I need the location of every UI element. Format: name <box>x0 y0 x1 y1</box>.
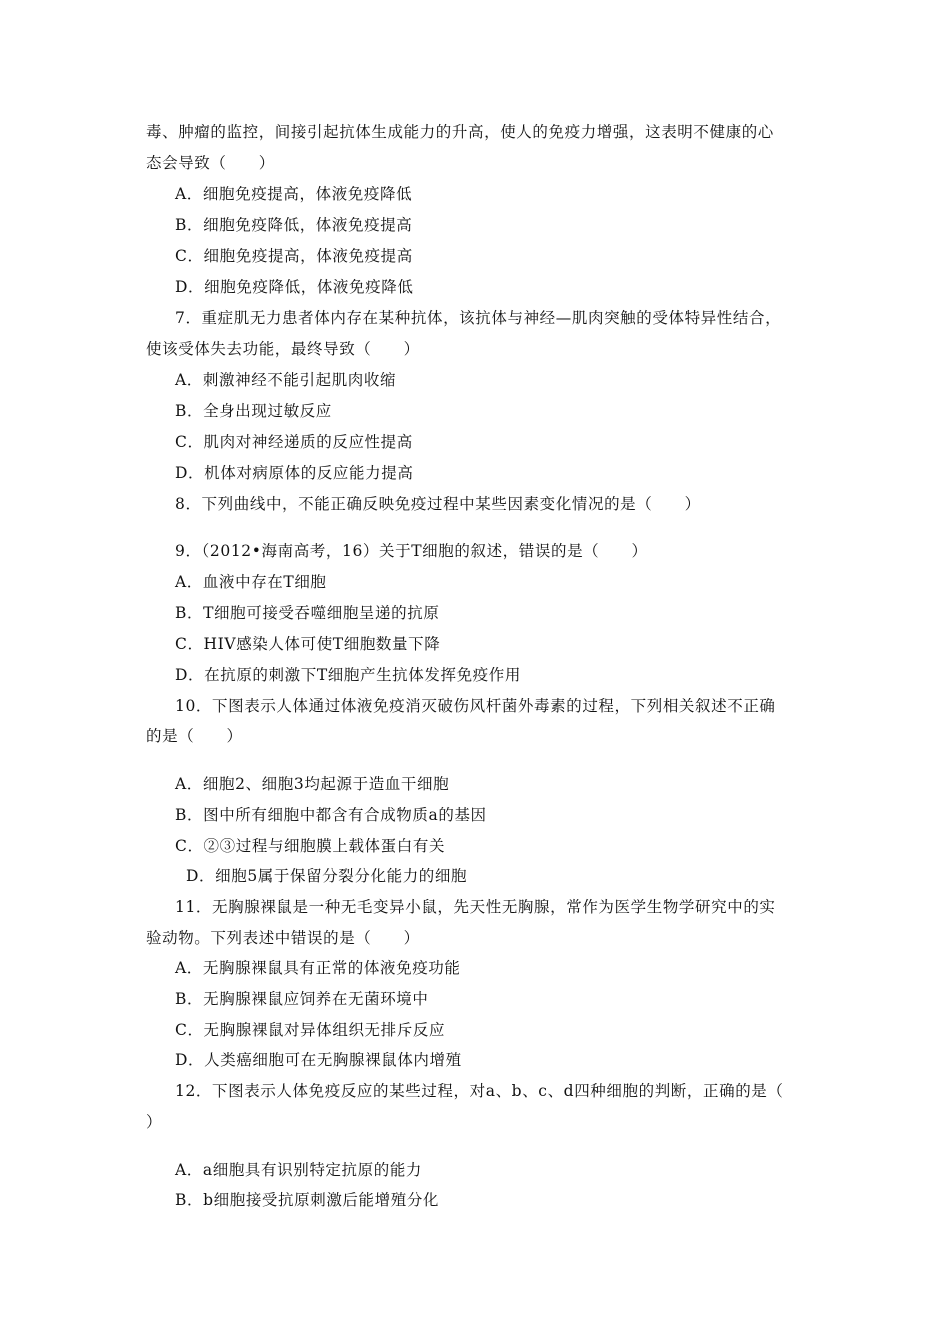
question-12-option-a: A．a细胞具有识别特定抗原的能力 <box>175 1161 423 1179</box>
question-7-option-a: A．刺激神经不能引起肌肉收缩 <box>175 371 397 389</box>
question-12-stem-line-2: ） <box>146 1113 163 1131</box>
question-12-stem-line-1: 12．下图表示人体免疫反应的某些过程，对a、b、c、d四种细胞的判断，正确的是（ <box>175 1082 784 1100</box>
question-11-option-d: D．人类癌细胞可在无胸腺裸鼠体内增殖 <box>175 1051 462 1069</box>
question-11-option-a: A．无胸腺裸鼠具有正常的体液免疫功能 <box>175 959 461 977</box>
question-7-option-c: C．肌肉对神经递质的反应性提高 <box>175 433 413 451</box>
question-11-stem-line-2: 验动物。下列表述中错误的是（ ） <box>146 929 420 947</box>
question-7-option-d: D．机体对病原体的反应能力提高 <box>175 464 414 482</box>
question-10-option-c: C．②③过程与细胞膜上载体蛋白有关 <box>175 837 446 855</box>
question-7-stem-line-1: 7．重症肌无力患者体内存在某种抗体，该抗体与神经—肌肉突触的受体特异性结合， <box>175 309 782 327</box>
question-10-option-b: B．图中所有细胞中都含有合成物质a的基因 <box>175 806 487 824</box>
question-6-stem-line-2: 态会导致（ ） <box>146 154 275 172</box>
question-11-stem-line-1: 11．无胸腺裸鼠是一种无毛变异小鼠，先天性无胸腺，常作为医学生物学研究中的实 <box>175 898 776 916</box>
question-11-option-c: C．无胸腺裸鼠对异体组织无排斥反应 <box>175 1021 446 1039</box>
question-10-stem-line-2: 的是（ ） <box>146 727 243 745</box>
question-6-option-a: A．细胞免疫提高，体液免疫降低 <box>175 185 413 203</box>
question-6-stem-line-1: 毒、肿瘤的监控，间接引起抗体生成能力的升高，使人的免疫力增强，这表明不健康的心 <box>146 123 774 141</box>
question-10-option-d: D．细胞5属于保留分裂分化能力的细胞 <box>186 867 468 885</box>
question-6-option-b: B．细胞免疫降低，体液免疫提高 <box>175 216 413 234</box>
question-11-option-b: B．无胸腺裸鼠应饲养在无菌环境中 <box>175 990 429 1008</box>
question-9-option-a: A．血液中存在T细胞 <box>175 573 327 591</box>
question-9-option-c: C．HIV感染人体可使T细胞数量下降 <box>175 635 441 653</box>
question-9-stem: 9．（2012•海南高考，16）关于T细胞的叙述，错误的是（ ） <box>175 542 648 560</box>
question-6-option-c: C．细胞免疫提高，体液免疫提高 <box>175 247 413 265</box>
question-9-option-d: D．在抗原的刺激下T细胞产生抗体发挥免疫作用 <box>175 666 521 684</box>
question-12-option-b: B．b细胞接受抗原刺激后能增殖分化 <box>175 1191 440 1209</box>
question-9-option-b: B．T细胞可接受吞噬细胞呈递的抗原 <box>175 604 440 622</box>
question-8-stem: 8．下列曲线中，不能正确反映免疫过程中某些因素变化情况的是（ ） <box>175 495 701 513</box>
question-6-option-d: D．细胞免疫降低，体液免疫降低 <box>175 278 414 296</box>
question-10-option-a: A．细胞2、细胞3均起源于造血干细胞 <box>175 775 450 793</box>
question-7-option-b: B．全身出现过敏反应 <box>175 402 332 420</box>
question-7-stem-line-2: 使该受体失去功能，最终导致（ ） <box>146 340 420 358</box>
question-10-stem-line-1: 10．下图表示人体通过体液免疫消灭破伤风杆菌外毒素的过程，下列相关叙述不正确 <box>175 697 776 715</box>
